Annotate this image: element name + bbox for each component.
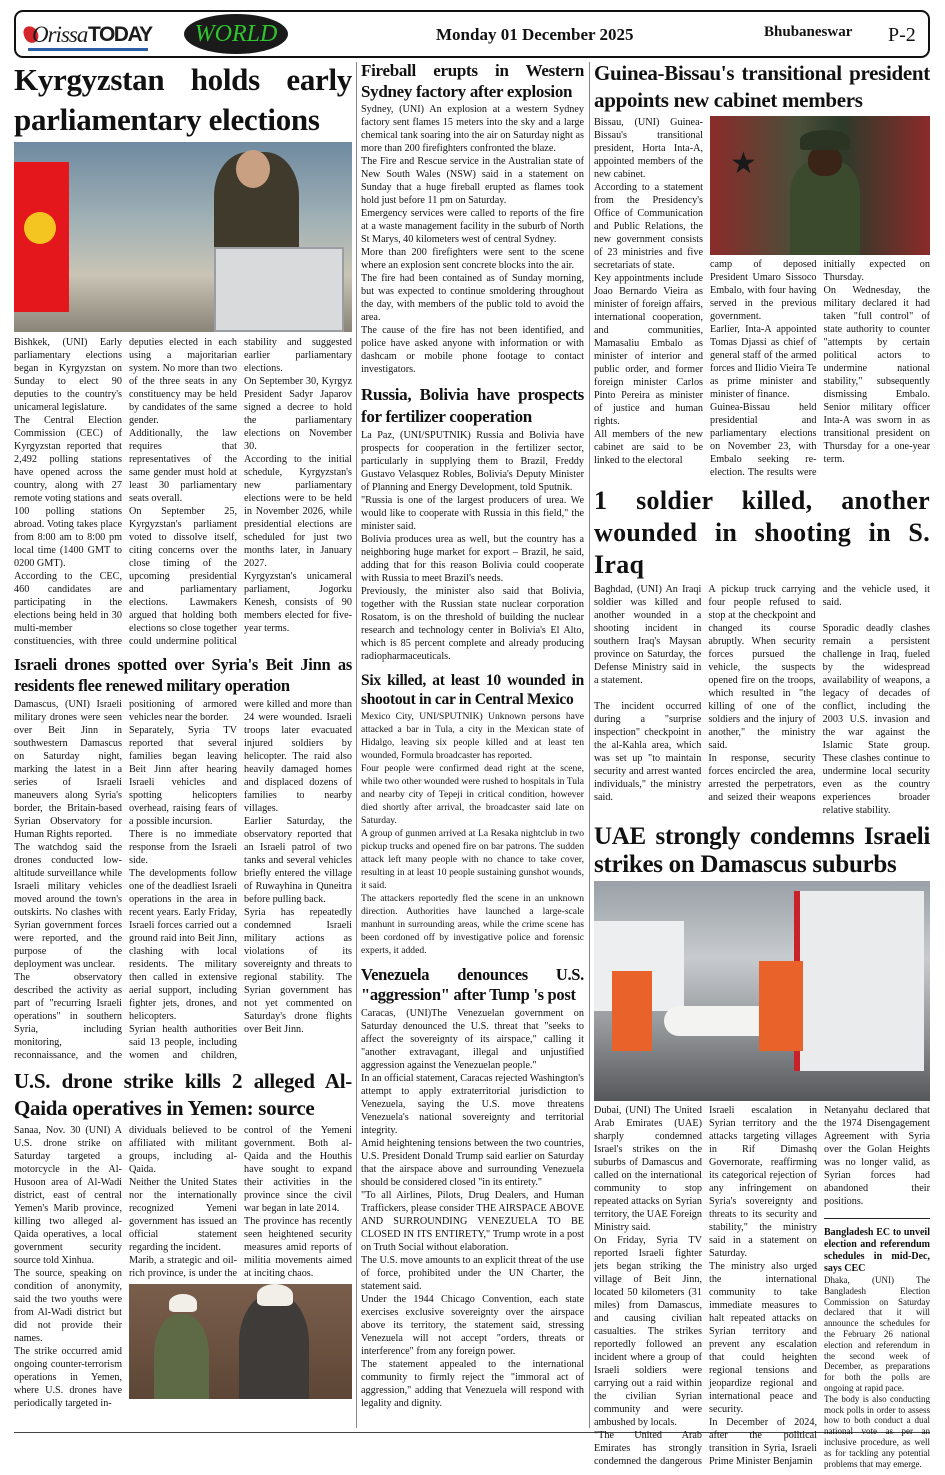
article-body-col2 (710, 258, 930, 479)
paragraph: Separately, Syria TV reported that several families began leaving Beit Jinn after hearing Israeli vehicles and spotting helicopters overhead, raising fears of a possible incursion. (129, 725, 237, 827)
section-badge: WORLD (184, 14, 288, 54)
article-kyrgyzstan (14, 60, 352, 648)
paragraph: dividuals believed to be affiliated with militant groups, including al-Qaida. (129, 1125, 237, 1175)
paragraph: Earlier, Inta-A appointed Tomas Djassi as chief of general staff of the armed forces and Ilidio Vieira Te as prime minister and minister of finance. (710, 324, 817, 400)
paragraph: Bissau, (UNI) Guinea-Bissau's transitional president, Horta Inta-A, appointed members of the new cabinet. (594, 117, 703, 180)
logo-underline (28, 48, 148, 51)
paragraph: The observatory described the activity as part of "recurring Israeli operations" in southern Syria, including monitoring, reconnaissance, and the positioning of armored vehicles near the border. (14, 699, 237, 1061)
headline[interactable]: Israeli drones spotted over Syria's Beit Jinn as residents flee renewed military operation (14, 655, 352, 695)
paragraph: Bishkek, (UNI) Early parliamentary elections began in Kyrgyzstan on Sunday to elect 90 deputies to the country's unicameral legislature. (14, 337, 122, 413)
article-venezuela (361, 965, 584, 1410)
article-guinea-bissau (594, 60, 930, 479)
paragraph: The source, speaking on condition of anonymity, said the two youths were from Al-Wadi district but did not provide their names. (14, 1268, 122, 1344)
paragraph: The watchdog said the drones conducted low-altitude surveillance while Israeli military vehicles moved around the town's outskirts. No clashes with Syrian government forces were reported, and the purpose of the deployment was unclear. (14, 842, 122, 970)
paragraph: According to a statement from the Presidency's Office of Communication and Public Relations, the new government consists of 23 ministries and five secretariats of state. (594, 182, 703, 271)
paragraph: The ministry also urged the international community to take immediate measures to halt repeated attacks on Syrian territory and prevent any escalation that could heighten regional tensions and jeopardize regional and international peace and security. (709, 1261, 817, 1415)
edition-city: Bhubaneswar (764, 24, 853, 40)
paragraph: The Central Election Commission (CEC) of Kyrgyzstan reported that 2,492 polling stations have opened across the country, along with 27 remote voting stations and 100 polling stations abroad. Voting takes place from 8:00 am to 8:00 pm local time (1400 GMT to 0200 GMT). (14, 415, 122, 569)
paragraph: Additionally, the law requires that representatives of the same gender must hold at least 30 parliamentary seats overall. (129, 428, 237, 504)
article-uae-condemns (594, 823, 930, 1469)
paragraph: Bolivia produces urea as well, but the country has a neighboring huge market for export – Brazil, he said, adding that for this reason Bolivia could cooperate with Russia to meet Brazil's needs. (361, 534, 584, 584)
paragraph: On September 30, Kyrgyz President Sadyr Japarov signed a decree to hold the parliamentary elections on November 30. (244, 376, 352, 452)
paragraph: The strike occurred amid ongoing counter-terrorism operations in Yemen, where U.S. drones have periodically targeted in- (14, 1346, 122, 1409)
logo-text-orissa: Orissa (32, 22, 88, 47)
brief-divider (824, 1218, 930, 1219)
page-column-right (594, 60, 930, 1475)
ballot-box (214, 247, 344, 332)
paragraph: According to the CEC, 460 candidates are participating in the elections being held in 30 multi-member constituencies, with three deputies elected in each using a majoritarian system. No more than two of the three seats in any constituency may be held by candidates of the same gender. (14, 337, 237, 647)
paragraph: In an official statement, Caracas rejected Washington's attempt to apply extraterritorial jurisdiction to Venezuela, saying the U.S. move threatens Venezuela's national sovereignty and territorial integrity. (361, 1073, 584, 1136)
paragraph: All members of the new cabinet are said to be linked to the electoral (594, 429, 703, 466)
paragraph: On Wednesday, the military declared it had taken "full control" of state authority to counter "attempts by certain political actors to undermine national stability," subsequently dismissing Embalo. Senior military officer Inta-A was sworn in as transitional president on Thursday for a one-year term. (823, 285, 930, 465)
paragraph: "To all Airlines, Pilots, Drug Dealers, and Human Traffickers, please consider THE AIRSPACE ABOVE AND SURROUNDING VENEZUELA TO BE CLOSED IN ITS ENTIRETY," Trump wrote in a post on Truth Social without elaboration. (361, 1190, 584, 1253)
paragraph: Kyrgyzstan's unicameral parliament, Jogorku Kenesh, consists of 90 members elected for five-year terms. (244, 571, 352, 634)
paragraph: Sydney, (UNI) An explosion at a western Sydney factory sent flames 15 meters into the sky and a large chemical tank soaring into the air on Saturday night as more than 200 firefighters confronted the blaze. (361, 104, 584, 154)
paragraph: On September 25, Kyrgyzstan's parliament voted to dissolve itself, citing concerns over the close timing of the upcoming presidential and parliamentary elections. Lawmakers argued that holding both elections so close together could undermine political stability and suggested earlier parliamentary elections. (129, 337, 352, 647)
flag-star-icon: ★ (730, 147, 757, 180)
paragraph: A group of gunmen arrived at La Resaka nightclub in two pickup trucks and opened fire on bar patrons. The sudden attack left many people with no chance to take cover, resulting in at least 10 people sustaining gunshot wounds, it said. (361, 828, 584, 891)
paragraph: On Friday, Syria TV reported Israeli fighter jets began striking the village of Beit Jinn, located 50 kilometers (31 miles) from Damascus, and causing civilian casualties. The strikes reportedly followed an incident where a group of Israeli soldiers were carrying out a raid within the civilian Syrian community and were ambushed by locals. (594, 1235, 702, 1428)
paragraph: Dubai, (UNI) The United Arab Emirates (UAE) sharply condemned Israel's strikes on the suburbs of Damascus and called on the international community to stop repeated attacks on Syrian territory, the UAE Foreign Ministry said. (594, 1105, 702, 1233)
paragraph: Dhaka, (UNI) The Bangladesh Election Commission on Saturday declared that it will announce the schedules for the February 26 national election and referendum in the second week of December, as preparations for both the polls are ongoing at rapid pace. (824, 1275, 930, 1393)
photo-transitional-president (710, 116, 930, 255)
article-body (594, 1104, 817, 1468)
orissa-today-logo[interactable] (24, 22, 156, 54)
headline[interactable]: Bangladesh EC to unveil election and referendum schedules in mid-Dec, says CEC (824, 1227, 930, 1274)
paragraph: "The United Arab Emirates has strongly condemned the dangerous Israeli escalation in Syrian territory and the attacks targeting villages in Rif Dimashq Governorate, reaffirming its categorical rejection of any infringement on Syria's sovereignty and threats to its security and stability," the ministry said in a statement on Saturday. (594, 1105, 817, 1467)
article-body (361, 429, 584, 663)
paragraph: camp of deposed President Umaro Sissoco Embalo, with four having served in the previous government. (710, 259, 817, 322)
headline[interactable]: U.S. drone strike kills 2 alleged Al-Qaida operatives in Yemen: source (14, 1069, 352, 1120)
paragraph: Emergency services were called to reports of the fire at a waste management facility in the suburb of North St Marys, 40 kilometers west of central Sydney. (361, 208, 584, 245)
logo-text-today: TODAY (88, 23, 152, 46)
paragraph: The province has recently seen heightened security measures amid reports of militia movements aimed at inciting chaos. (244, 1216, 352, 1279)
paragraph: The fire had been contained as of Sunday morning, but was expected to continue smoldering throughout the day, with members of the public told to avoid the area. (361, 273, 584, 323)
article-right-block (710, 116, 930, 479)
article-body (824, 1275, 930, 1469)
headline[interactable]: Six killed, at least 10 wounded in shootout in car in Central Mexico (361, 672, 584, 708)
headline[interactable]: Kyrgyzstan holds early parliamentary elections (14, 62, 352, 137)
article-body (361, 1007, 584, 1410)
headline[interactable]: 1 soldier killed, another wounded in shooting in S. Iraq (594, 486, 930, 579)
paragraph: Baghdad, (UNI) An Iraqi soldier was killed and another wounded in a shooting incident in southern Iraq's Maysan province on Saturday, the Defense Ministry said in a statement. (594, 584, 702, 686)
figure-left (154, 1314, 209, 1399)
article-right-block (824, 1104, 930, 1469)
paragraph: Syrian health authorities said 13 people, including women and children, were killed and more than 24 were wounded. Israeli troops later evacuated injured soldiers by helicopter. The raid also heavily damaged homes and displaced dozens of families to nearby villages. (129, 699, 352, 1061)
paragraph: The body is also conducting mock polls in order to assess how to both conduct a dual national vote as per an inclusive procedure, as well as for tackling any potential problems that may emerge. (824, 1393, 930, 1469)
paragraph: Sanaa, Nov. 30 (UNI) A U.S. drone strike on Saturday targeted a motorcycle in the Al-Husoon area of Al-Wadi district, east of central Yemen's Marib province, killing two alleged al-Qaida operatives, a local government security source told Xinhua. (14, 1125, 122, 1266)
paragraph: Key appointments include Joao Bernardo Vieira as minister of foreign affairs, international cooperation, and communities, Mamasaliu Embalo as minister of interior and public order, and former foreign minister Carlos Pinto Pereira as minister of justice and human rights. (594, 273, 703, 427)
headline[interactable]: Fireball erupts in Western Sydney factory after explosion (361, 61, 584, 101)
issue-date: Monday 01 December 2025 (436, 25, 634, 44)
paragraph: The U.S. move amounts to an explicit threat of the use of force, prohibited under the UN Charter, the statement said. (361, 1255, 584, 1292)
article-russia-bolivia (361, 384, 584, 663)
figure-right (239, 1294, 309, 1399)
article-body-col1 (14, 1124, 122, 1410)
article-body (14, 698, 352, 1062)
page-column-left (14, 60, 352, 1416)
article-body (14, 336, 352, 648)
headline[interactable]: Guinea-Bissau's transitional president appoints new cabinet members (594, 61, 930, 112)
paramedic-left (612, 971, 652, 1051)
paragraph: Mexico City, UNI/SPUTNIK) Unknown persons have attacked a bar in Tula, a city in the Mexican state of Hidalgo, leaving six people killed and at least ten wounded, Formula broadcaster has reported. (361, 711, 584, 761)
paragraph: Netanyahu declared that the 1974 Disengagement Agreement with Syria over the Golan Heights was no longer valid, as Syrian forces had abandoned their positions. (824, 1105, 930, 1207)
paragraph: Marib, a strategic and oil-rich province, is under the control of the Yemeni government. Both al-Qaida and the Houthis have sought to expand their activities in the province since the civil war began in late 2014. (129, 1125, 352, 1279)
page-column-middle (361, 60, 584, 1416)
military-cap (800, 130, 850, 150)
paragraph: The Fire and Rescue service in the Australian state of New South Wales (NSW) said in a statement on Sunday that a huge fireball erupted as flames took hold just before 11 pm on Saturday. (361, 156, 584, 206)
paragraph: Four people were confirmed dead right at the scene, while two other wounded were rushed to hospitals in Tula and nearby city of Tepeji in critical condition, however died shortly after arrival, the broadcaster said late on Saturday. (361, 763, 584, 826)
page-number: P-2 (888, 24, 916, 46)
article-body (361, 103, 584, 376)
column-divider (356, 62, 357, 1428)
paragraph: Damascus, (UNI) Israeli military drones were seen over Beit Jinn in southwestern Damascus on Saturday night, marking the latest in a series of Israeli maneuvers along Syria's border, the Britain-based Syrian Observatory for Human Rights reported. (14, 699, 122, 840)
paragraph: Previously, the minister also said that Bolivia, together with the Russian state nuclear corporation Rosatom, is on the threshold of building the nuclear research and technology center in Bolivia's El Alto, which is 85 percent complete and already producing radiopharmaceuticals. (361, 586, 584, 662)
headline[interactable]: Russia, Bolivia have prospects for fertilizer cooperation (361, 385, 584, 426)
article-right-block (129, 1124, 352, 1399)
masthead (14, 10, 930, 58)
ambulance-right (794, 891, 924, 1071)
article-body (594, 583, 930, 817)
paragraph: A pickup truck carrying four people refused to stop at the checkpoint and changed its course abruptly. When security forces pursued the vehicle, the suspects opened fire on the troops, which resulted in "the killing of one of the soldiers and the injury of another," the ministry said. (708, 584, 816, 751)
paragraph: The statement appealed to the international community to firmly reject the "immoral act of aggression," adding that Venezuela will respond with legality and dignity. (361, 1359, 584, 1409)
paragraph: Guinea-Bissau held presidential and parliamentary elections on November 23, with Embalo seeking re-election. The results were initially expected on Thursday. (710, 259, 930, 478)
article-body-col2 (129, 1124, 352, 1280)
paragraph: In December of 2024, after the political transition in Syria, Israeli Prime Minister Benjamin (709, 1417, 817, 1467)
photo-al-qaida-leaders (129, 1284, 352, 1399)
paragraph: The cause of the fire has not been identified, and police have asked anyone with information or with dashcam or mobile phone footage to contact investigators. (361, 325, 584, 375)
paragraph: "Russia is one of the largest producers of urea. We would like to cooperate with Russia in this field," the minister said. (361, 495, 584, 532)
paragraph: Caracas, (UNI)The Venezuelan government on Saturday denounced the U.S. threat that "seeks to affect the sovereignty of its airspace," calling it "another extravagant, illegal and unjustified aggression against the Venezuelan people." (361, 1008, 584, 1071)
paragraph: La Paz, (UNI/SPUTNIK) Russia and Bolivia have prospects for cooperation in the fertilizer sector, particularly in supplying them to Brazil, Freddy Gustavo Velasquez Robles, Bolivia's Deputy Minister of Planning and Energy Development, told Sputnik. (361, 430, 584, 493)
photo-voter-casting-ballot (14, 142, 352, 332)
paragraph: Amid heightening tensions between the two countries, U.S. President Donald Trump said earlier on Saturday that the airspace above and surrounding Venezuela should be considered closed "in its entirety." (361, 1138, 584, 1188)
article-body-col3 (824, 1104, 930, 1208)
voter-face (236, 150, 270, 188)
brief-bangladesh-ec (824, 1218, 930, 1469)
article-sydney-fireball (361, 60, 584, 376)
paragraph: There is no immediate response from the Israeli side. (129, 829, 237, 866)
paragraph: Under the 1944 Chicago Convention, each state exercises exclusive sovereignty over the airspace above its territory, the statement said, stressing Venezuela will not accept "orders, threats or interference" from any foreign power. (361, 1294, 584, 1357)
paragraph: Syria has repeatedly condemned Israeli military actions as violations of its sovereignty and threats to regional stability. The Syrian government has not yet commented on Saturday's drone flights over Beit Jinn. (244, 907, 352, 1035)
paragraph: More than 200 firefighters were sent to the scene where an explosion sent concrete blocks into the air. (361, 247, 584, 271)
paragraph: Sporadic deadly clashes remain a persistent challenge in Iraq, fueled by the widespread availability of weapons, a legacy of decades of conflict, including the 2003 U.S. invasion and the war against the Islamic State group. These clashes continue to undermine local security even as the country experiences broader relative stability. (822, 623, 930, 816)
headline[interactable]: UAE strongly condemns Israeli strikes on Damascus suburbs (594, 823, 930, 878)
article-mexico-shootout (361, 671, 584, 957)
photo-ambulance-stretcher (594, 881, 930, 1101)
paragraph: Neither the United States nor the internationally recognized Yemeni government has issued an official statement regarding the incident. (129, 1177, 237, 1253)
turban-left (169, 1294, 197, 1312)
paragraph: In response, security forces encircled the area, arrested the perpetrators, and seized their weapons and the vehicle used, it said. (708, 584, 930, 803)
paragraph: Earlier Saturday, the observatory reported that an Israeli patrol of two tanks and several vehicles briefly entered the village of Ruwayhina in Quneitra before pulling back. (244, 816, 352, 905)
article-yemen-drone-strike (14, 1068, 352, 1410)
article-iraq-soldier (594, 485, 930, 817)
column-divider (589, 62, 590, 1428)
paragraph: According to the initial schedule, Kyrgyzstan's new parliamentary elections were to be held in November 2026, while presidential elections are scheduled for just two months later, in January 2027. (244, 454, 352, 569)
paragraph: The incident occurred during a "surprise inspection" checkpoint in the al-Kahla area, which was set up "to maintain security and arrest wanted individuals," the ministry said. (594, 701, 702, 803)
article-body (361, 710, 584, 957)
flag-sun (24, 212, 56, 244)
headline[interactable]: Venezuela denounces U.S. "aggression" after Tump 's post (361, 965, 584, 1004)
turban-right (257, 1284, 293, 1306)
paragraph: The attackers reportedly fled the scene in an unknown direction. Authorities have launched a large-scale manhunt in surrounding areas, while the crime scene has been cordoned off by investigative police and forensic experts, it added. (361, 893, 584, 956)
paragraph: The developments follow one of the deadliest Israeli operations in the area in recent years. Early Friday, Israeli forces carried out a ground raid into Beit Jinn, clashing with local residents. The military then called in extensive aerial support, including fighter jets, drones, and helicopters. (129, 868, 237, 1022)
face (808, 146, 842, 176)
article-body-col1 (594, 116, 703, 467)
paramedic-right (759, 961, 803, 1051)
article-israeli-drones (14, 654, 352, 1062)
